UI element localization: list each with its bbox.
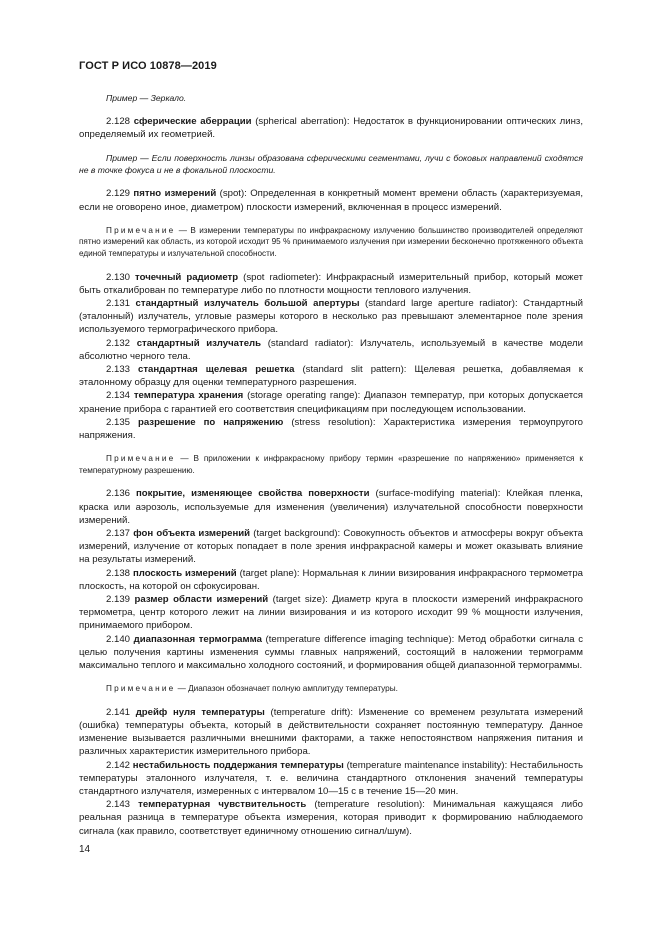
term-number: 2.137	[106, 528, 134, 540]
term-name: пятно измерений	[133, 188, 217, 200]
term-entry	[79, 416, 583, 442]
term-definition: (target background): Совокупность объектов и атмосферы вокруг объекта измерений, излучение от которых попадает в поле зрения инфракрасной камеры и может оказывать влияние на результаты измерений.	[79, 528, 583, 566]
term-name: фон объекта измерений	[133, 528, 251, 540]
term-name: разрешение по напряжению	[137, 416, 284, 428]
term-entry	[79, 633, 583, 673]
note-label: Примечание	[106, 454, 176, 464]
term-number: 2.140	[106, 633, 134, 645]
term-entry	[79, 706, 583, 759]
term-name: стандартная щелевая решетка	[138, 364, 295, 376]
standard-header: ГОСТ Р ИСО 10878—2019	[79, 60, 217, 72]
term-entry	[79, 363, 583, 389]
example-paragraph	[79, 152, 583, 176]
page-number: 14	[79, 844, 91, 855]
term-definition: (temperature resolution): Минимальная кажущаяся либо реальная разница в температуре объекта измерения, которая приводит к формированию наблюдаемого сигнала (как правило, соответствует единичному отношению сигнал/шум).	[79, 799, 583, 837]
term-definition: (temperature difference imaging technique): Метод обработки сигнала с целью получения картины изменения суммы главных напряжений, состоящий в наложении термограмм максимально теплого и максимально холодного состояний, и формирования общей диапазонной термограммы.	[79, 633, 583, 672]
term-name: плоскость измерений	[132, 567, 237, 579]
example-paragraph	[79, 92, 583, 104]
term-number: 2.129	[106, 188, 134, 200]
term-name: температурная чувствительность	[138, 799, 307, 811]
term-definition: (spherical aberration): Недостаток в функционировании оптических линз, определяемый их геометрией.	[79, 116, 583, 141]
term-name: нестабильность поддержания температуры	[132, 759, 344, 771]
example-text: Если поверхность линзы образована сферическими сегментами, лучи с боковых направлений сходятся не в точке фокуса и не в фокальной плоскости.	[79, 153, 583, 176]
term-entry	[79, 297, 583, 337]
term-number: 2.135	[106, 416, 138, 428]
term-number: 2.133	[106, 364, 139, 376]
term-definition: (temperature drift): Изменение со временем результата измерений (ошибка) температуры объекта, который в действительности сохраняет постоянную температуру. Данное изменение вызывается различными внешними факторами, а также непостоянством напряжения питания и различных характеристик измерительного прибора.	[79, 706, 583, 758]
term-name: стандартный излучатель большой апертуры	[135, 298, 360, 309]
example-label: Пример —	[106, 93, 151, 103]
term-number: 2.128	[106, 116, 134, 127]
page-content	[79, 92, 583, 838]
note-text: — В измерении температуры по инфракрасному излучению большинство производителей определяют пятно измерений как область, из которой исходит 95 % принимаемого излучения при измерении бесконечно протяженного объекта единой температуры и излучательной способности.	[79, 225, 583, 258]
term-name: размер области измерений	[134, 594, 269, 606]
term-name: сферические аберрации	[133, 116, 252, 127]
term-entry	[79, 527, 583, 567]
term-entry	[79, 389, 583, 415]
term-number: 2.141	[106, 706, 136, 718]
term-definition: (storage operating range): Диапазон температур, при которых допускается хранение прибора с гарантией его соответствия спецификациям при последующем использовании.	[79, 390, 583, 415]
term-definition: (spot radiometer): Инфракрасный измерительный прибор, который может быть откалиброван по температуре либо по плотности мощности теплового излучения.	[79, 271, 583, 296]
term-definition: (target plane): Нормальная к линии визирования инфракрасного термометра плоскость, на которой он сфокусирован.	[79, 567, 583, 592]
term-definition: (target size): Диаметр круга в плоскости измерений инфракрасного термометра, центр которого лежит на линии визирования и из которого исходит 99 % мощности излучения, принимаемого прибором.	[79, 594, 583, 632]
term-number: 2.139	[106, 594, 135, 606]
example-text: Зеркало.	[150, 93, 187, 103]
term-number: 2.130	[106, 271, 136, 283]
term-definition: (surface-modifying material): Клейкая пленка, краска или аэрозоль, используемые для изменения (увеличения) излучательной способности поверхности измерений.	[79, 488, 583, 526]
term-entry	[79, 759, 583, 799]
term-definition: (standard slit pattern): Щелевая решетка, добавляемая к эталонному образцу для оценки температурного разрешения.	[79, 364, 583, 389]
term-number: 2.136	[106, 488, 136, 500]
term-name: дрейф нуля температуры	[135, 706, 265, 718]
term-entry	[79, 798, 583, 838]
term-definition: (standard large aperture radiator): Стандартный (эталонный) излучатель, угловые размеры которого в несколько раз превышают элементарное поле зрения используемого термографического прибора.	[79, 298, 583, 336]
term-entry	[79, 187, 583, 213]
term-entry	[79, 115, 583, 141]
note-paragraph	[79, 225, 583, 260]
note-text: — В приложении к инфракрасному прибору термин «разрешение по напряжению» применяется к температурному разрешению.	[79, 454, 583, 475]
term-entry	[79, 271, 583, 297]
term-definition: (spot): Определенная в конкретный момент времени область (характеризуемая, если не оговорено иное, диаметром) плоскости измерений, включенная в процесс измерений.	[79, 188, 583, 213]
term-number: 2.138	[106, 567, 133, 579]
term-number: 2.143	[106, 799, 139, 811]
term-definition: (temperature maintenance instability): Нестабильность температуры эталонного излучателя, т. е. величина стандартного отклонения значений температуры стандартного излучателя, измеренных с интервалом 10—15 с в течение 15—20 мин.	[79, 759, 583, 798]
term-number: 2.132	[106, 337, 137, 349]
term-number: 2.142	[106, 759, 133, 771]
term-number: 2.131	[106, 298, 136, 309]
note-text: — Диапазон обозначает полную амплитуду температуры.	[175, 684, 398, 694]
term-definition: (stress resolution): Характеристика измерения термоупругого напряжения.	[79, 416, 583, 442]
term-name: стандартный излучатель	[136, 337, 262, 349]
term-entry	[79, 337, 583, 363]
example-label: Пример —	[106, 153, 152, 164]
note-label: Примечание	[106, 225, 176, 235]
term-name: покрытие, изменяющее свойства поверхности	[135, 488, 370, 500]
note-paragraph	[79, 683, 583, 695]
note-label: Примечание	[106, 684, 176, 694]
term-entry	[79, 487, 583, 527]
term-name: точечный радиометр	[135, 271, 239, 283]
term-definition: (standard radiator): Излучатель, используемый в качестве модели абсолютно черного тела.	[79, 337, 583, 362]
term-entry	[79, 593, 583, 633]
note-paragraph	[79, 453, 583, 476]
term-name: диапазонная термограмма	[133, 633, 262, 645]
term-number: 2.134	[106, 390, 134, 402]
term-name: температура хранения	[133, 390, 244, 402]
term-entry	[79, 567, 583, 593]
